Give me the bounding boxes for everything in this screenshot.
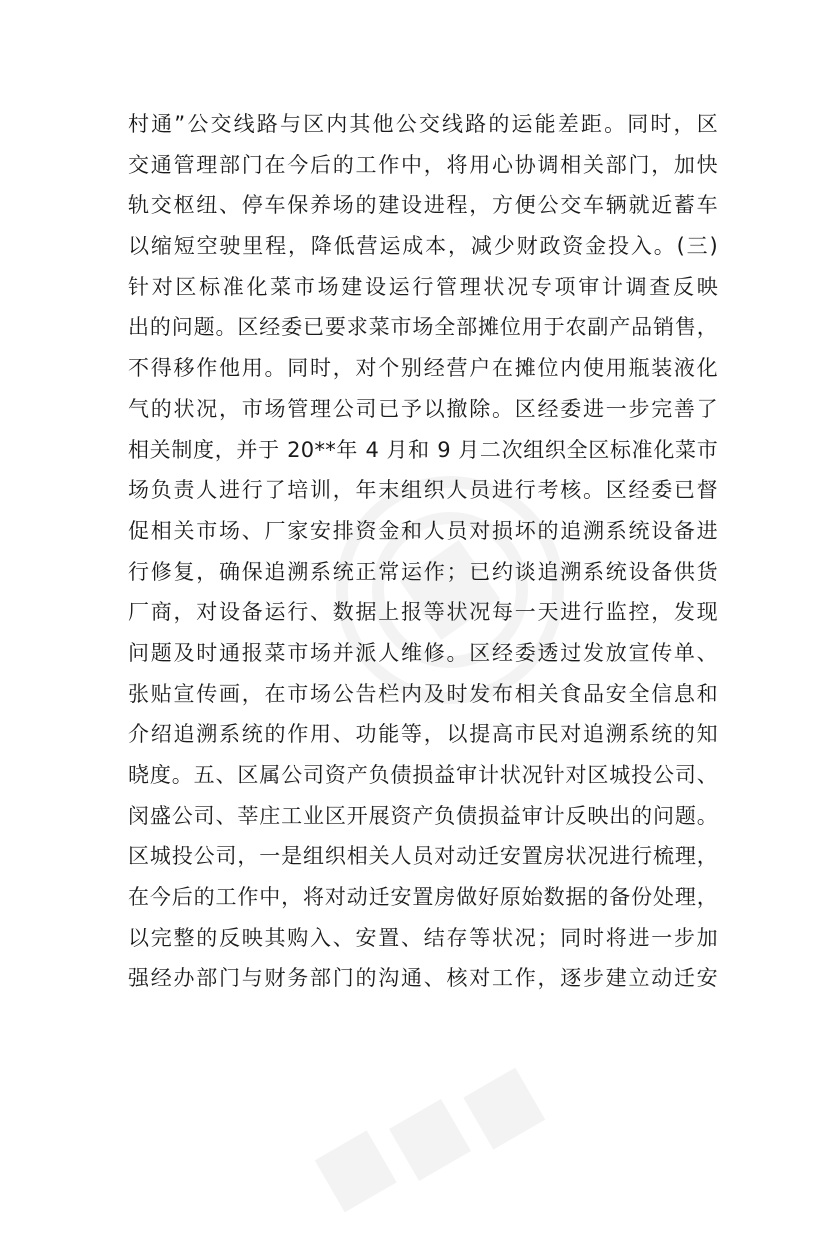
text-line: 晓度。五、区属公司资产负债损益审计状况针对区城投公司、 [128, 763, 718, 787]
text-line: 相关制度，并于 20**年 4 月和 9 月二次组织全区标准化菜市 [128, 437, 718, 462]
text-line: 行修复，确保追溯系统正常运作；已约谈追溯系统设备供货 [128, 559, 718, 584]
text-line: 强经办部门与财务部门的沟通、核对工作，逐步建立动迁安 [128, 966, 718, 991]
text-line: 场负责人进行了培训，年末组织人员进行考核。区经委已督 [128, 478, 718, 503]
text-line: 轨交枢纽、停车保养场的建设进程，方便公交车辆就近蓄车 [128, 193, 718, 218]
text-line: 气的状况，市场管理公司已予以撤除。区经委进一步完善了 [128, 396, 718, 421]
text-line: 张贴宣传画，在市场公告栏内及时发布相关食品安全信息和 [128, 681, 718, 706]
text-line: 村通”公交线路与区内其他公交线路的运能差距。同时，区 [128, 112, 718, 136]
text-line: 交通管理部门在今后的工作中，将用心协调相关部门，加快 [128, 152, 718, 177]
text-line: 在今后的工作中，将对动迁安置房做好原始数据的备份处理， [128, 885, 718, 910]
text-line: 厂商，对设备运行、数据上报等状况每一天进行监控，发现 [128, 600, 718, 625]
text-line: 出的问题。区经委已要求菜市场全部摊位用于农副产品销售， [128, 315, 718, 340]
text-line: 不得移作他用。同时，对个别经营户在摊位内使用瓶装液化 [128, 356, 718, 381]
watermark-stamp-bottom [287, 1023, 572, 1257]
text-line: 促相关市场、厂家安排资金和人员对损坏的追溯系统设备进 [128, 518, 718, 543]
body-paragraph [128, 104, 718, 999]
text-line: 以缩短空驶里程，降低营运成本，减少财政资金投入。(三) [128, 234, 718, 259]
text-line: 问题及时通报菜市场并派人维修。区经委透过发放宣传单、 [128, 640, 718, 665]
text-line: 闵盛公司、莘庄工业区开展资产负债损益审计反映出的问题。 [128, 803, 718, 828]
text-line: 区城投公司，一是组织相关人员对动迁安置房状况进行梳理， [128, 844, 718, 869]
text-line: 针对区标准化菜市场建设运行管理状况专项审计调查反映 [128, 274, 718, 299]
text-line: 以完整的反映其购入、安置、结存等状况；同时将进一步加 [128, 925, 718, 950]
text-line: 介绍追溯系统的作用、功能等，以提高市民对追溯系统的知 [128, 722, 718, 747]
